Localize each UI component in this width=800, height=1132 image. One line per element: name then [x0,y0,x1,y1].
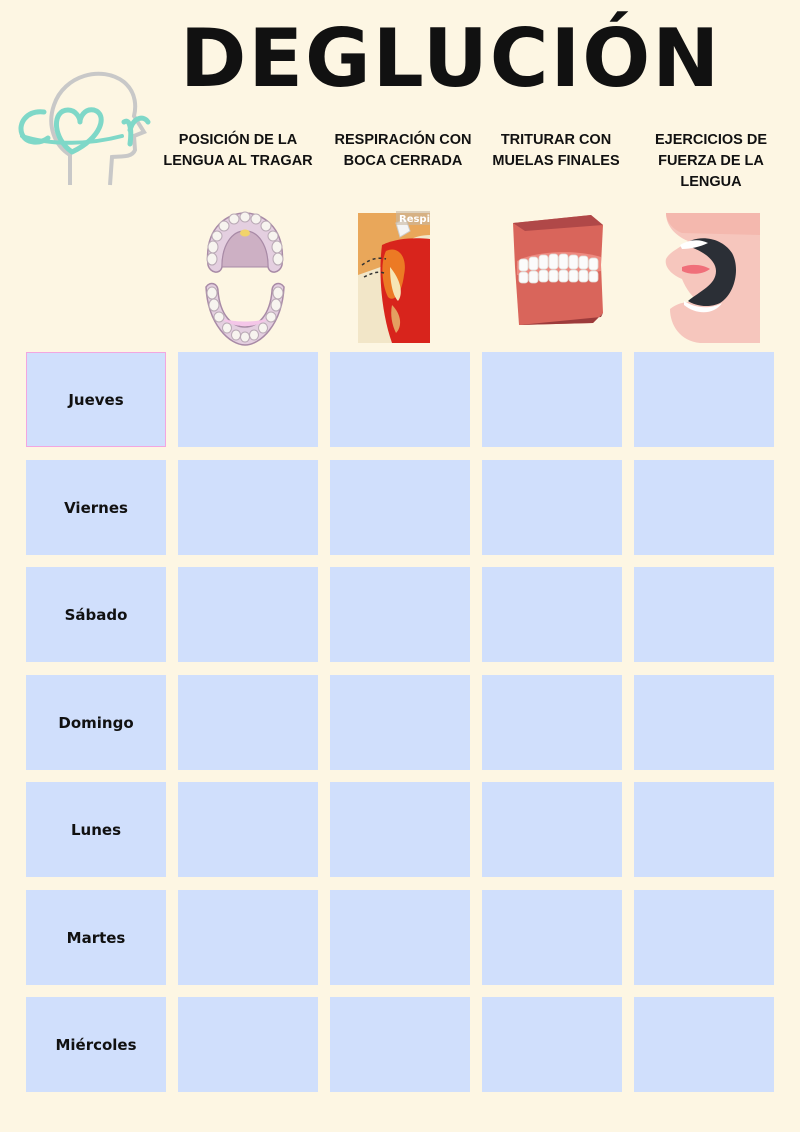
day-cell-domingo: Domingo [26,675,166,770]
grid-cell[interactable] [178,890,318,985]
column-header-closed-mouth-breathing: RESPIRACIÓN CON BOCA CERRADA [334,132,472,169]
dental-arches-icon [190,205,300,350]
grid-cell[interactable] [634,890,774,985]
grid-cell[interactable] [634,567,774,662]
day-cell-miercoles: Miércoles [26,997,166,1092]
grid-cell[interactable] [330,460,470,555]
open-mouth-icon [660,205,770,350]
grid-cell[interactable] [482,782,622,877]
day-cell-jueves: Jueves [26,352,166,447]
grid-cell[interactable] [482,567,622,662]
column-header-tongue-strength: EJERCICIOS DE FUERZA DE LA LENGUA [655,132,767,190]
grid-cell[interactable] [634,352,774,447]
grid-cell[interactable] [634,997,774,1092]
grid-cell[interactable] [330,567,470,662]
grid-cell[interactable] [330,782,470,877]
day-cell-viernes: Viernes [26,460,166,555]
grid-cell[interactable] [482,890,622,985]
grid-cell[interactable] [178,675,318,770]
grid-cell[interactable] [634,675,774,770]
grid-cell[interactable] [330,675,470,770]
grid-cell[interactable] [482,675,622,770]
day-cell-lunes: Lunes [26,782,166,877]
teeth-model-icon [505,205,615,350]
mouth-profile-icon [352,205,462,350]
grid-cell[interactable] [330,890,470,985]
grid-cell[interactable] [482,352,622,447]
column-header-tongue-position: POSICIÓN DE LA LENGUA AL TRAGAR [163,132,313,169]
grid-cell[interactable] [634,460,774,555]
grid-cell[interactable] [178,352,318,447]
grid-cell[interactable] [178,997,318,1092]
grid-cell[interactable] [178,782,318,877]
logo-head-heart-icon [12,60,182,195]
illustration-label: Respi [399,214,431,225]
day-cell-sabado: Sábado [26,567,166,662]
day-cell-martes: Martes [26,890,166,985]
page-title: DEGLUCIÓN [180,12,722,105]
grid-cell[interactable] [330,352,470,447]
grid-cell[interactable] [482,997,622,1092]
grid-cell[interactable] [178,567,318,662]
grid-cell[interactable] [634,782,774,877]
grid-cell[interactable] [482,460,622,555]
column-header-grind-molars: TRITURAR CON MUELAS FINALES [492,132,620,169]
grid-cell[interactable] [330,997,470,1092]
grid-cell[interactable] [178,460,318,555]
